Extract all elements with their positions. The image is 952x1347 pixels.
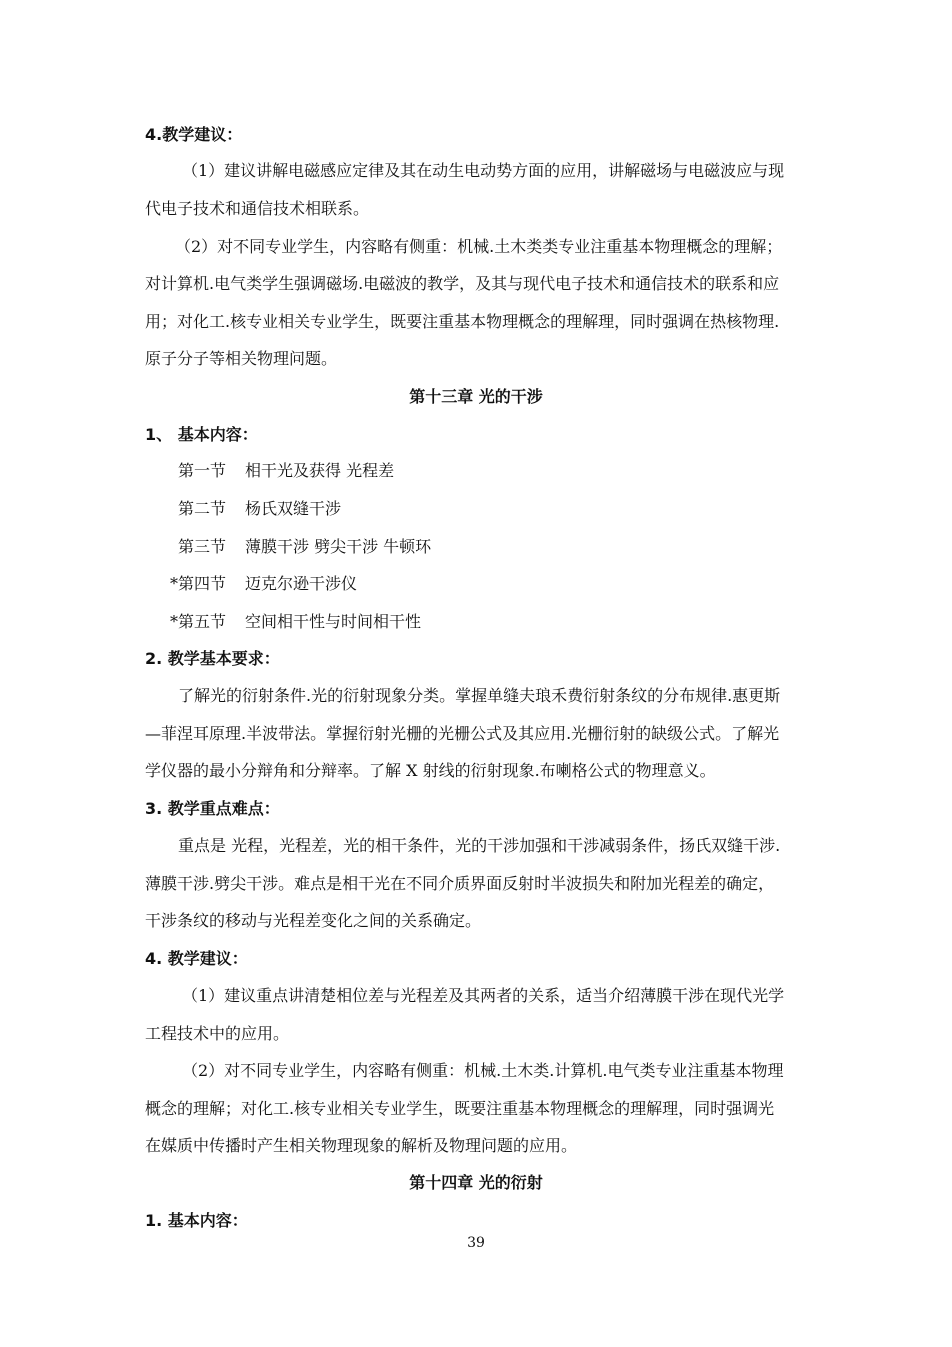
section-title: 空间相干性与时间相干性 [245,612,422,631]
section-title: 杨氏双缝干涉 [245,499,342,518]
section-number: *第五节 [170,612,227,631]
paragraph-line: 薄膜干涉.劈尖干涉。难点是相干光在不同介质界面反射时半波损失和附加光程差的确定， [145,874,775,893]
page-number: 39 [467,1235,485,1251]
paragraph-line: （1）建议重点讲清楚相位差与光程差及其两者的关系，适当介绍薄膜干涉在现代光学 [182,986,785,1005]
chapter-title: 第十四章 光的衍射 [409,1173,543,1192]
paragraph-line: —菲涅耳原理.半波带法。掌握衍射光栅的光栅公式及其应用.光栅衍射的缺级公式。了解光 [145,724,780,743]
heading-key-points: 3. 教学重点难点： [145,799,280,818]
paragraph-line: 重点是 光程，光程差，光的相干条件，光的干涉加强和干涉减弱条件，扬氏双缝干涉. [178,836,781,855]
paragraph-line: 学仪器的最小分辩角和分辩率。了解 X 射线的衍射现象.布喇格公式的物理意义。 [145,761,716,780]
heading-basic-content: 1、 基本内容： [145,425,258,444]
paragraph-line: 干涉条纹的移动与光程差变化之间的关系确定。 [145,911,482,930]
chapter-title: 第十三章 光的干涉 [409,387,543,406]
heading-basic-requirements: 2. 教学基本要求： [145,649,280,668]
paragraph-line: （2）对不同专业学生，内容略有侧重：机械.土木类类专业注重基本物理概念的理解； [175,237,783,256]
section-number: *第四节 [170,574,227,593]
heading-teaching-advice: 4.教学建议： [145,125,243,144]
paragraph-line: 在媒质中传播时产生相关物理现象的解析及物理问题的应用。 [145,1136,578,1155]
paragraph-line: 了解光的衍射条件.光的衍射现象分类。掌握单缝夫琅禾费衍射条纹的分布规律.惠更斯 [178,686,781,705]
paragraph-line: 工程技术中的应用。 [145,1024,290,1043]
paragraph-line: （1）建议讲解电磁感应定律及其在动生电动势方面的应用，讲解磁场与电磁波应与现 [182,161,785,180]
section-title: 迈克尔逊干涉仪 [245,574,358,593]
paragraph-line: （2）对不同专业学生，内容略有侧重：机械.土木类.计算机.电气类专业注重基本物理 [182,1061,784,1080]
heading-basic-content: 1. 基本内容： [145,1211,248,1230]
section-number: 第二节 [178,499,227,518]
heading-teaching-advice: 4. 教学建议： [145,949,248,968]
paragraph-line: 概念的理解；对化工.核专业相关专业学生，既要注重基本物理概念的理解理，同时强调光 [145,1099,775,1118]
paragraph-line: 对计算机.电气类学生强调磁场.电磁波的教学，及其与现代电子技术和通信技术的联系和应 [145,274,780,293]
section-number: 第三节 [178,537,227,556]
section-title: 薄膜干涉 劈尖干涉 牛顿环 [245,537,432,556]
paragraph-line: 用；对化工.核专业相关专业学生，既要注重基本物理概念的理解理，同时强调在热核物理. [145,312,780,331]
section-title: 相干光及获得 光程差 [245,461,395,480]
paragraph-line: 代电子技术和通信技术相联系。 [145,199,370,218]
section-number: 第一节 [178,461,227,480]
paragraph-line: 原子分子等相关物理问题。 [145,349,338,368]
